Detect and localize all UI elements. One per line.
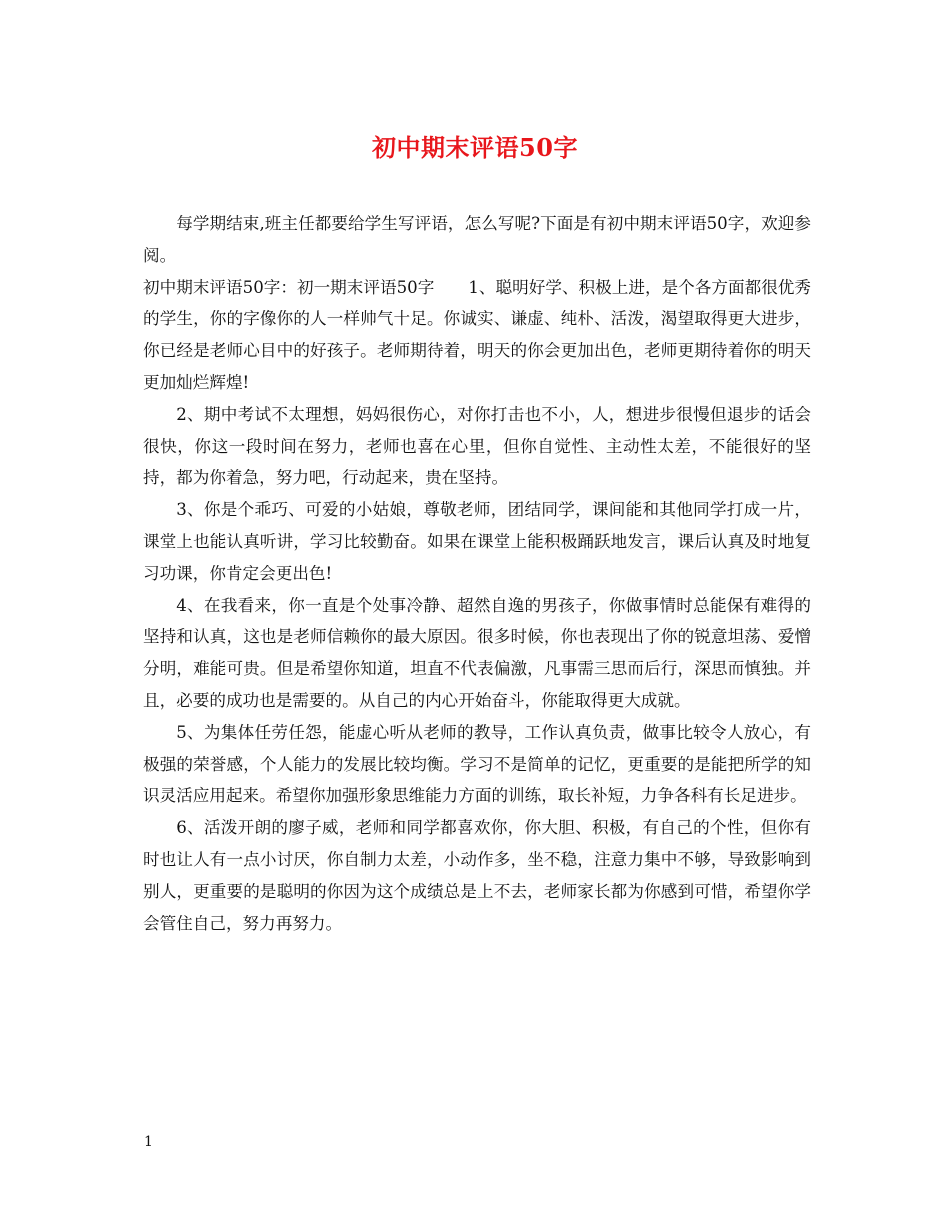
comment-paragraph-5: 5、为集体任劳任怨，能虚心听从老师的教导，工作认真负责，做事比较令人放心，有极强的荣誉感，个人能力的发展比较均衡。学习不是简单的记忆，更重要的是能把所学的知识灵活应用起来。希望你加强形象思维能力方面的训练，取长补短，力争各科有长足进步。 [143,722,811,806]
comment-text-1: 1、聪明好学、积极上进，是个各方面都很优秀的学生，你的字像你的人一样帅气十足。你诚实、谦虚、纯朴、活泼，渴望取得更大进步，你已经是老师心目中的好孩子。老师期待着，明天的你会更加出色，老师更期待着你的明天更加灿烂辉煌! [143,277,812,392]
document-body [143,208,811,939]
comment-paragraph-1 [143,272,811,399]
page-number: 1 [144,1134,153,1150]
document-title: 初中期末评语50字 [372,133,578,162]
comment-paragraph-3: 3、你是个乖巧、可爱的小姑娘，尊敬老师，团结同学，课间能和其他同学打成一片，课堂上也能认真听讲，学习比较勤奋。如果在课堂上能积极踊跃地发言，课后认真及时地复习功课，你肯定会更出色! [143,500,811,583]
comment-paragraph-2: 2、期中考试不太理想，妈妈很伤心，对你打击也不小，人，想进步很慢但退步的话会很快，你这一段时间在努力，老师也喜在心里，但你自觉性、主动性太差，不能很好的坚持，都为你着急，努力吧，行动起来，贵在坚持。 [143,404,811,488]
comment-paragraph-4: 4、在我看来，你一直是个处事冷静、超然自逸的男孩子，你做事情时总能保有难得的坚持和认真，这也是老师信赖你的最大原因。很多时候，你也表现出了你的锐意坦荡、爱憎分明，难能可贵。但是希望你知道，坦直不代表偏激，凡事需三思而后行，深思而慎独。并且，必要的成功也是需要的。从自己的内心开始奋斗，你能取得更大成就。 [143,595,811,710]
comment-paragraph-6: 6、活泼开朗的廖子威，老师和同学都喜欢你，你大胆、积极，有自己的个性，但你有时也让人有一点小讨厌，你自制力太差，小动作多，坐不稳，注意力集中不够，导致影响到别人，更重要的是聪明的你因为这个成绩总是上不去，老师家长都为你感到可惜，希望你学会管住自己，努力再努力。 [143,818,811,933]
intro-paragraph: 每学期结束,班主任都要给学生写评语，怎么写呢?下面是有初中期末评语50字，欢迎参阅。 [143,214,811,265]
section-heading: 初中期末评语50字：初一期末评语50字 [143,277,435,297]
